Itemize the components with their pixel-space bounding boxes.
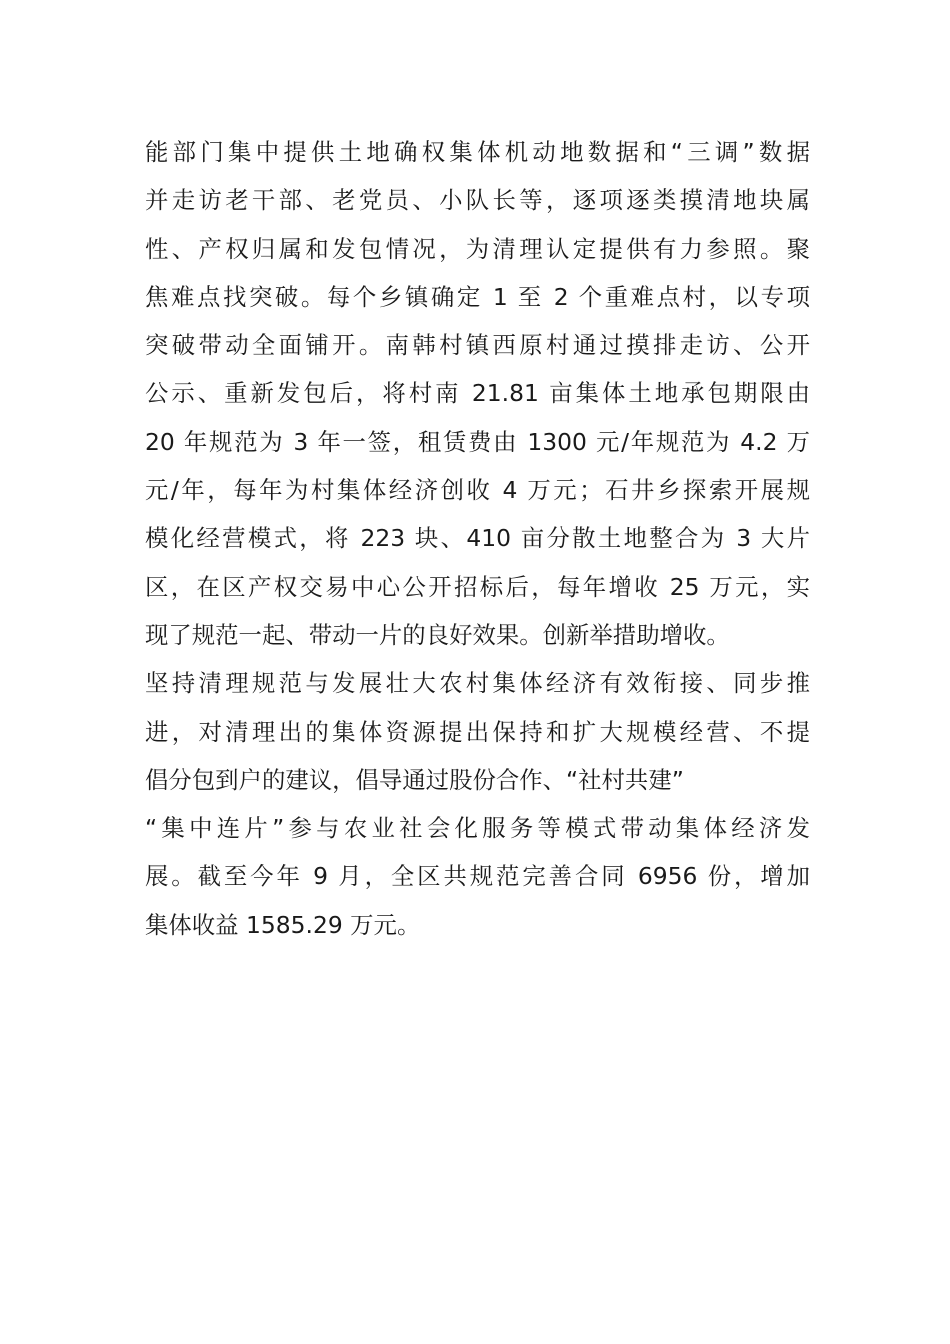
paragraph-line: 展。截至今年 9 月，全区共规范完善合同 6956 份，增加: [145, 862, 810, 891]
paragraph-line: 突破带动全面铺开。南韩村镇西原村通过摸排走访、公开: [145, 331, 810, 360]
paragraph-line: 坚持清理规范与发展壮大农村集体经济有效衔接、同步推: [145, 669, 810, 698]
paragraph-line: 集体收益 1585.29 万元。: [145, 910, 421, 939]
paragraph-line: 焦难点找突破。每个乡镇确定 1 至 2 个重难点村，以专项: [145, 282, 810, 311]
paragraph-line: 20 年规范为 3 年一签，租赁费由 1300 元/年规范为 4.2 万: [145, 427, 810, 456]
paragraph-line: “集中连片”参与农业社会化服务等模式带动集体经济发: [145, 814, 810, 843]
paragraph-line: 进，对清理出的集体资源提出保持和扩大规模经营、不提: [145, 717, 810, 746]
paragraph-line: 元/年，每年为村集体经济创收 4 万元；石井乡探索开展规: [145, 476, 810, 505]
paragraph-line: 模化经营模式，将 223 块、410 亩分散土地整合为 3 大片: [145, 524, 810, 553]
paragraph-line: 区，在区产权交易中心公开招标后，每年增收 25 万元，实: [145, 572, 810, 601]
paragraph-line: 倡分包到户的建议，倡导通过股份合作、“社村共建”: [145, 765, 684, 794]
paragraph-line: 性、产权归属和发包情况，为清理认定提供有力参照。聚: [145, 234, 810, 263]
body-paragraph: [145, 128, 810, 949]
paragraph-line: 现了规范一起、带动一片的良好效果。创新举措助增收。: [145, 620, 730, 649]
paragraph-line: 公示、重新发包后，将村南 21.81 亩集体土地承包期限由: [145, 379, 810, 408]
paragraph-line: 并走访老干部、老党员、小队长等，逐项逐类摸清地块属: [145, 186, 810, 215]
paragraph-line: 能部门集中提供土地确权集体机动地数据和“三调”数据: [145, 138, 810, 166]
